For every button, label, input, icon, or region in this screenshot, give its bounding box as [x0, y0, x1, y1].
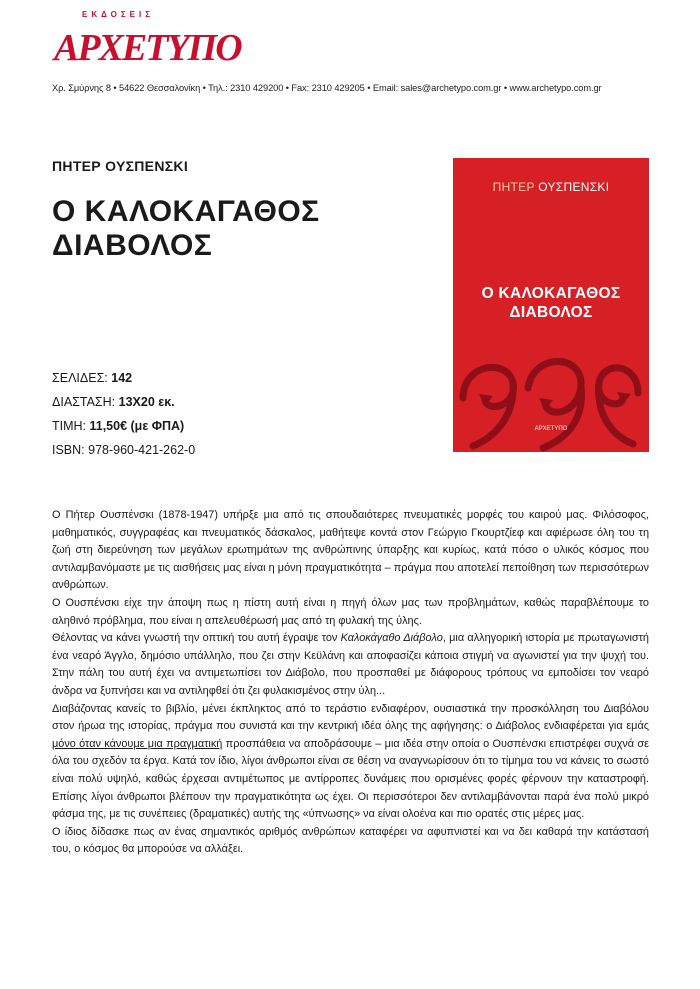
spec-isbn-label: ISBN:: [52, 443, 89, 457]
book-specs: [52, 366, 195, 462]
spec-size-value: 13Χ20 εκ.: [118, 395, 175, 409]
spec-isbn: [52, 438, 195, 462]
spec-pages-value: 142: [111, 371, 133, 385]
book-title-line2: ΔΙΑΒΟΛΟΣ: [52, 229, 213, 262]
cover-title: [453, 284, 649, 322]
contact-line: Χρ. Σμύρνης 8 • 54622 Θεσσαλονίκη • Τηλ.: 2310 429200 • Fax: 2310 429205 • Email: sales@archetypo.com.gr • www.archetypo.com.gr: [52, 83, 602, 93]
publisher-small-label: ΕΚΔΟΣΕΙΣ: [81, 10, 155, 19]
publisher-logo: [52, 20, 241, 70]
cover-author-last: ΟΥΣΠΕΝΣΚΙ: [538, 180, 610, 194]
description-paragraph-5: Ο ίδιος δίδασκε πως αν ένας σημαντικός αριθμός ανθρώπων καταφέρει να αφυπνιστεί και να δει καθαρά την κατάστασή του, ο κόσμος θα μπορούσε να αλλάξει.: [52, 825, 649, 856]
book-cover: [453, 158, 649, 452]
devil-tail-swirl-icon: [453, 328, 649, 452]
description-p4-a: Διαβάζοντας κανείς το βιβλίο, μένει έκπληκτος από το τεράστιο ενδιαφέρον, ουσιαστικά την προσκόλληση του Διαβόλου στον ήρωα της ιστορίας, πράγμα που συνιστά και την κεντρική ιδέα όλης της αφήγησης: ο Διάβολος ενδιαφέρεται για εμάς: [52, 702, 649, 733]
description-p3-b: , μια αλληγορική ιστορία με πρωταγωνιστή ένα νεαρό Άγγλο, δημόσιο υπάλληλο, που ζει στην Κεϋλάνη και αποφασίζει κάποια στιγμή να αγωνιστεί για την ψυχή του. Στην πάλη του αυτή έχει να αντιμετωπίσει τον Διάβολο, που προσπαθεί με διάφορους τρόπους να εμποδίσει τον νεαρό άνδρα να ξυπνήσει και να αντιληφθεί ότι ζει φυλακισμένος στην ύλη...: [52, 632, 649, 697]
spec-price-value: 11,50€ (με ΦΠΑ): [89, 419, 185, 433]
cover-title-line2: ΔΙΑΒΟΛΟΣ: [509, 304, 593, 321]
description-paragraph-3: [52, 630, 649, 700]
spec-pages-label: ΣΕΛΙΔΕΣ:: [52, 371, 112, 385]
cover-title-line1: Ο ΚΑΛΟΚΑΓΑΘΟΣ: [481, 285, 621, 302]
cover-author-first: ΠΗΤΕΡ: [492, 180, 539, 194]
description-paragraph-1: Ο Πήτερ Ουσπένσκι (1878-1947) υπήρξε μια από τις σπουδαιότερες πνευματικές μορφές του καιρού μας. Φιλόσοφος, μαθηματικός, συγγραφέας και πνευματικός δάσκαλος, μαθήτεψε κοντά στον Γεώργιο Γκουρτζίεφ και αφιέρωσε όλη του τη ζωή στη διερεύνηση των μεγάλων ερωτημάτων της ανθρώπινης ύπαρξης και κυρίως, κατά πόσο ο υλικός κόσμος που αντιλαμβανόμαστε με τις αισθήσεις μας είναι η μόνη πραγματικότητα – πράγμα που αποτελεί πεποίθηση των περισσότερων ανθρώπων.: [52, 509, 649, 592]
description-p3-italic: Καλοκάγαθο Διάβολο: [340, 632, 443, 645]
book-title: [52, 195, 432, 263]
spec-price-label: ΤΙΜΗ:: [52, 419, 90, 433]
spec-size-label: ΔΙΑΣΤΑΣΗ:: [52, 395, 119, 409]
book-description: [52, 507, 649, 859]
description-p4-underline: μόνο όταν κάνουμε μια πραγματική: [52, 737, 223, 750]
description-p4-b: προσπάθεια να αποδράσουμε – μια ιδέα στην οποία ο Ουσπένσκι επιστρέφει συχνά σε όλα του σχεδόν τα έργα. Κατά τον ίδιο, λίγοι άνθρωποι είναι σε θέση να αναγνωρίσουν ότι το τίμημα του να κάνεις το σωστό είναι πολύ υψηλό, καθώς έρχεσαι αντιμέτωπος με αντίρροπες δυνάμεις που ορισμένες φορές φέρνουν την καταστροφή. Επίσης λίγοι άνθρωποι βλέπουν την πραγματικότητα ως έχει. Οι περισσότεροι δεν αντιλαμβάνονται παρά ένα πολύ μικρό φάσμα της, με τις συνέπειες (δραματικές) αυτής της «ύπνωσης» να είναι ολοένα και πιο ορατές στις μέρες μας.: [52, 737, 649, 821]
spec-pages: [52, 366, 195, 390]
spec-isbn-value: 978-960-421-262-0: [88, 443, 196, 457]
author-name: ΠΗΤΕΡ ΟΥΣΠΕΝΣΚΙ: [52, 158, 189, 174]
spec-size: [52, 390, 195, 414]
book-title-line1: Ο ΚΑΛΟΚΑΓΑΘΟΣ: [52, 195, 320, 228]
cover-logo: ΑΡΧΕΤΥΠΟ: [534, 426, 568, 432]
description-p3-a: Θέλοντας να κάνει γνωστή την οπτική του αυτή έγραψε τον: [52, 632, 341, 645]
cover-author: [453, 180, 649, 194]
description-paragraph-2: Ο Ουσπένσκι είχε την άποψη πως η πίστη αυτή είναι η πηγή όλων μας των προβλημάτων, καθώς παραβλέπουμε το αληθινό πρόβλημα, που είναι η απελευθέρωσή μας από τη φυλακή της ύλης.: [52, 596, 649, 627]
svg-text:ΑΡΧΕΤΥΠΟ: ΑΡΧΕΤΥΠΟ: [54, 27, 241, 69]
description-paragraph-4: [52, 701, 649, 824]
spec-price: [52, 414, 195, 438]
